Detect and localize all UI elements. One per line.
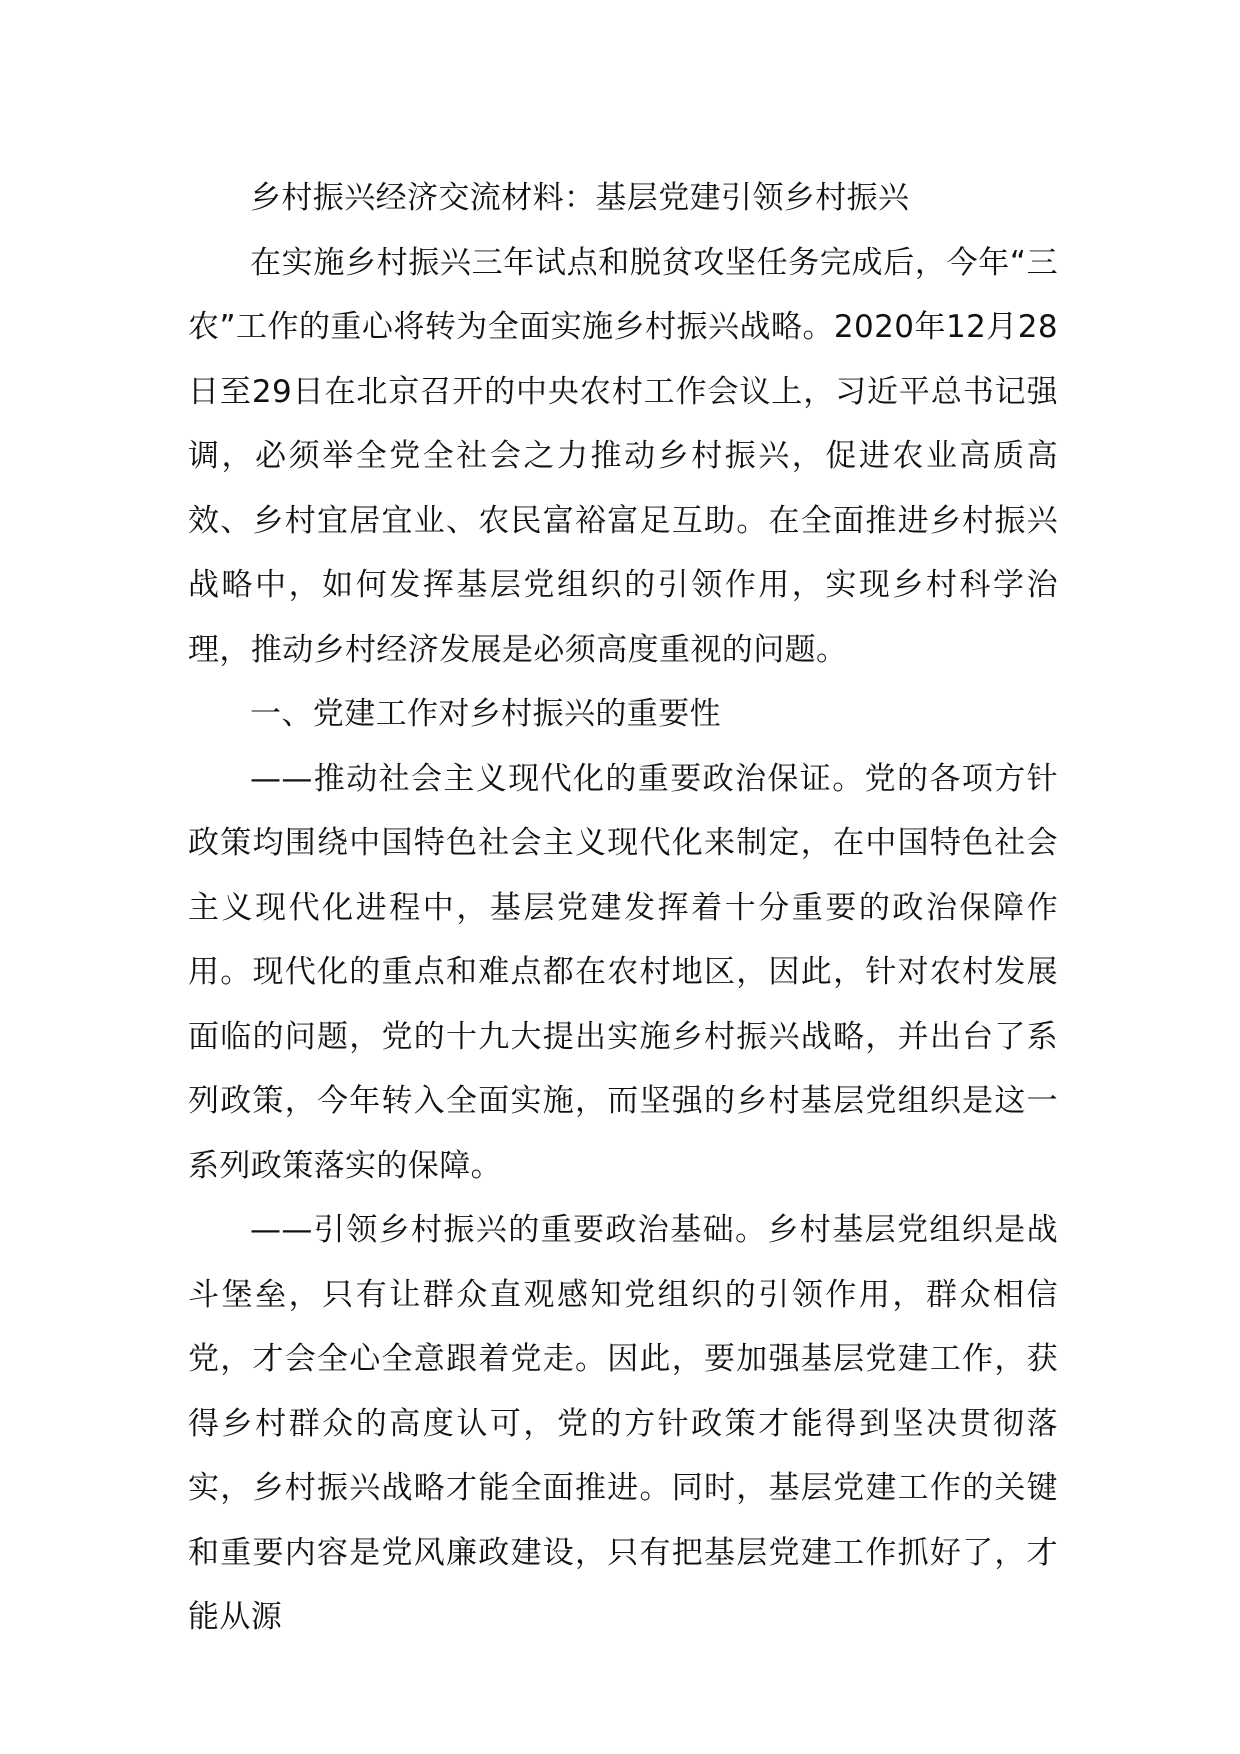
document-title: 乡村振兴经济交流材料：基层党建引领乡村振兴 bbox=[250, 180, 910, 216]
body-paragraph-political-foundation: ——引领乡村振兴的重要政治基础。乡村基层党组织是战斗堡垒，只有让群众直观感知党组织的引领作用，群众相信党，才会全心全意跟着党走。因此，要加强基层党建工作，获得乡村群众的高度认可，党的方针政策才能得到坚决贯彻落实，乡村振兴战略才能全面推进。同时，基层党建工作的关键和重要内容是党风廉政建设，只有把基层党建工作抓好了，才能从源 bbox=[188, 1212, 1058, 1635]
body-paragraph-political-guarantee: ——推动社会主义现代化的重要政治保证。党的各项方针政策均围绕中国特色社会主义现代化来制定，在中国特色社会主义现代化进程中，基层党建发挥着十分重要的政治保障作用。现代化的重点和难点都在农村地区，因此，针对农村发展面临的问题，党的十九大提出实施乡村振兴战略，并出台了系列政策，今年转入全面实施，而坚强的乡村基层党组织是这一系列政策落实的保障。 bbox=[188, 760, 1058, 1184]
section-heading: 一、党建工作对乡村振兴的重要性 bbox=[250, 696, 721, 732]
intro-paragraph: 在实施乡村振兴三年试点和脱贫攻坚任务完成后，今年“三农”工作的重心将转为全面实施乡村振兴战略。2020年12月28日至29日在北京召开的中央农村工作会议上，习近平总书记强调，必须举全党全社会之力推动乡村振兴，促进农业高质高效、乡村宜居宜业、农民富裕富足互助。在全面推进乡村振兴战略中，如何发挥基层党组织的引领作用，实现乡村科学治理，推动乡村经济发展是必须高度重视的问题。 bbox=[188, 244, 1058, 668]
document-body bbox=[188, 166, 1058, 1650]
